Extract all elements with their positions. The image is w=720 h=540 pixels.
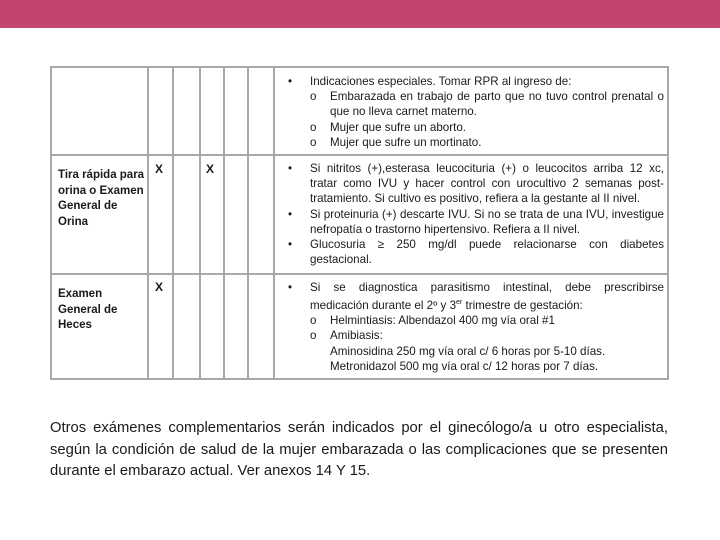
row-2-content [288, 161, 664, 267]
sub-item: o Mujer que sufre un aborto. [310, 120, 466, 134]
bullet-item: • Si se diagnostica parasitismo intestinal, debe prescribirse medicación durante el 2º y 3er trimestre de gestación: [288, 280, 664, 313]
row-label-heces: Examen General de Heces [58, 288, 118, 331]
row-1-content [288, 74, 664, 150]
check-mark: X [155, 162, 164, 176]
column-divider [223, 68, 225, 378]
column-divider [247, 68, 249, 378]
sub-item: o Mujer que sufre un mortinato. [310, 135, 482, 149]
column-divider [273, 68, 275, 378]
sub-marker: o [310, 135, 317, 149]
sub-item: o Embarazada en trabajo de parto que no tuvo control prenatal o que no lleva carnet materno. [310, 90, 664, 119]
column-divider [199, 68, 201, 378]
sub-marker: o [310, 90, 317, 104]
row-divider [52, 273, 667, 275]
row-label-orina: Tira rápida para orina o Examen General de Orina [58, 169, 145, 228]
bullet-item: • Si proteinuria (+) descarte IVU. Si no se trata de una IVU, investigue nefropatía o trastorno hipertensivo. Refiera a II nivel. [288, 207, 664, 237]
bullet-item: • Glucosuria ≥ 250 mg/dl puede relacionarse con diabetes gestacional. [288, 237, 664, 267]
plain-item: Aminosidina 250 mg vía oral c/ 6 horas por 5-10 días. [330, 344, 606, 358]
check-mark: X [206, 162, 215, 176]
sub-item: o Helmintiasis: Albendazol 400 mg vía oral #1 [310, 314, 555, 328]
sub-marker: o [310, 120, 317, 134]
bullet-item: • Si nitritos (+),esterasa leucocituria (+) o leucocitos arriba 12 xc, tratar como IVU y hacer control con urocultivo 2 semanas post-tratamiento. Si cultivo es positivo, refiera a la gestante al II nivel. [288, 161, 664, 207]
column-divider [172, 68, 174, 378]
bullet-item: • Indicaciones especiales. Tomar RPR al ingreso de: [288, 74, 664, 89]
footer-paragraph: Otros exámenes complementarios serán indicados por el ginecólogo/a u otro especialista, según la condición de salud de la mujer embarazada o las complicaciones que se presenten durante el embarazo actual. Ver anexos 14 Y 15. [50, 420, 668, 479]
check-mark: X [155, 280, 164, 294]
top-accent-bar [0, 0, 720, 28]
plain-item: Metronidazol 500 mg vía oral c/ 12 horas por 7 días. [330, 359, 599, 373]
sub-item: o Amibiasis: [310, 329, 383, 343]
exam-table [50, 66, 669, 380]
row-3-content [288, 280, 664, 374]
sub-marker: o [310, 329, 317, 343]
sub-marker: o [310, 314, 317, 328]
row-divider [52, 154, 667, 156]
